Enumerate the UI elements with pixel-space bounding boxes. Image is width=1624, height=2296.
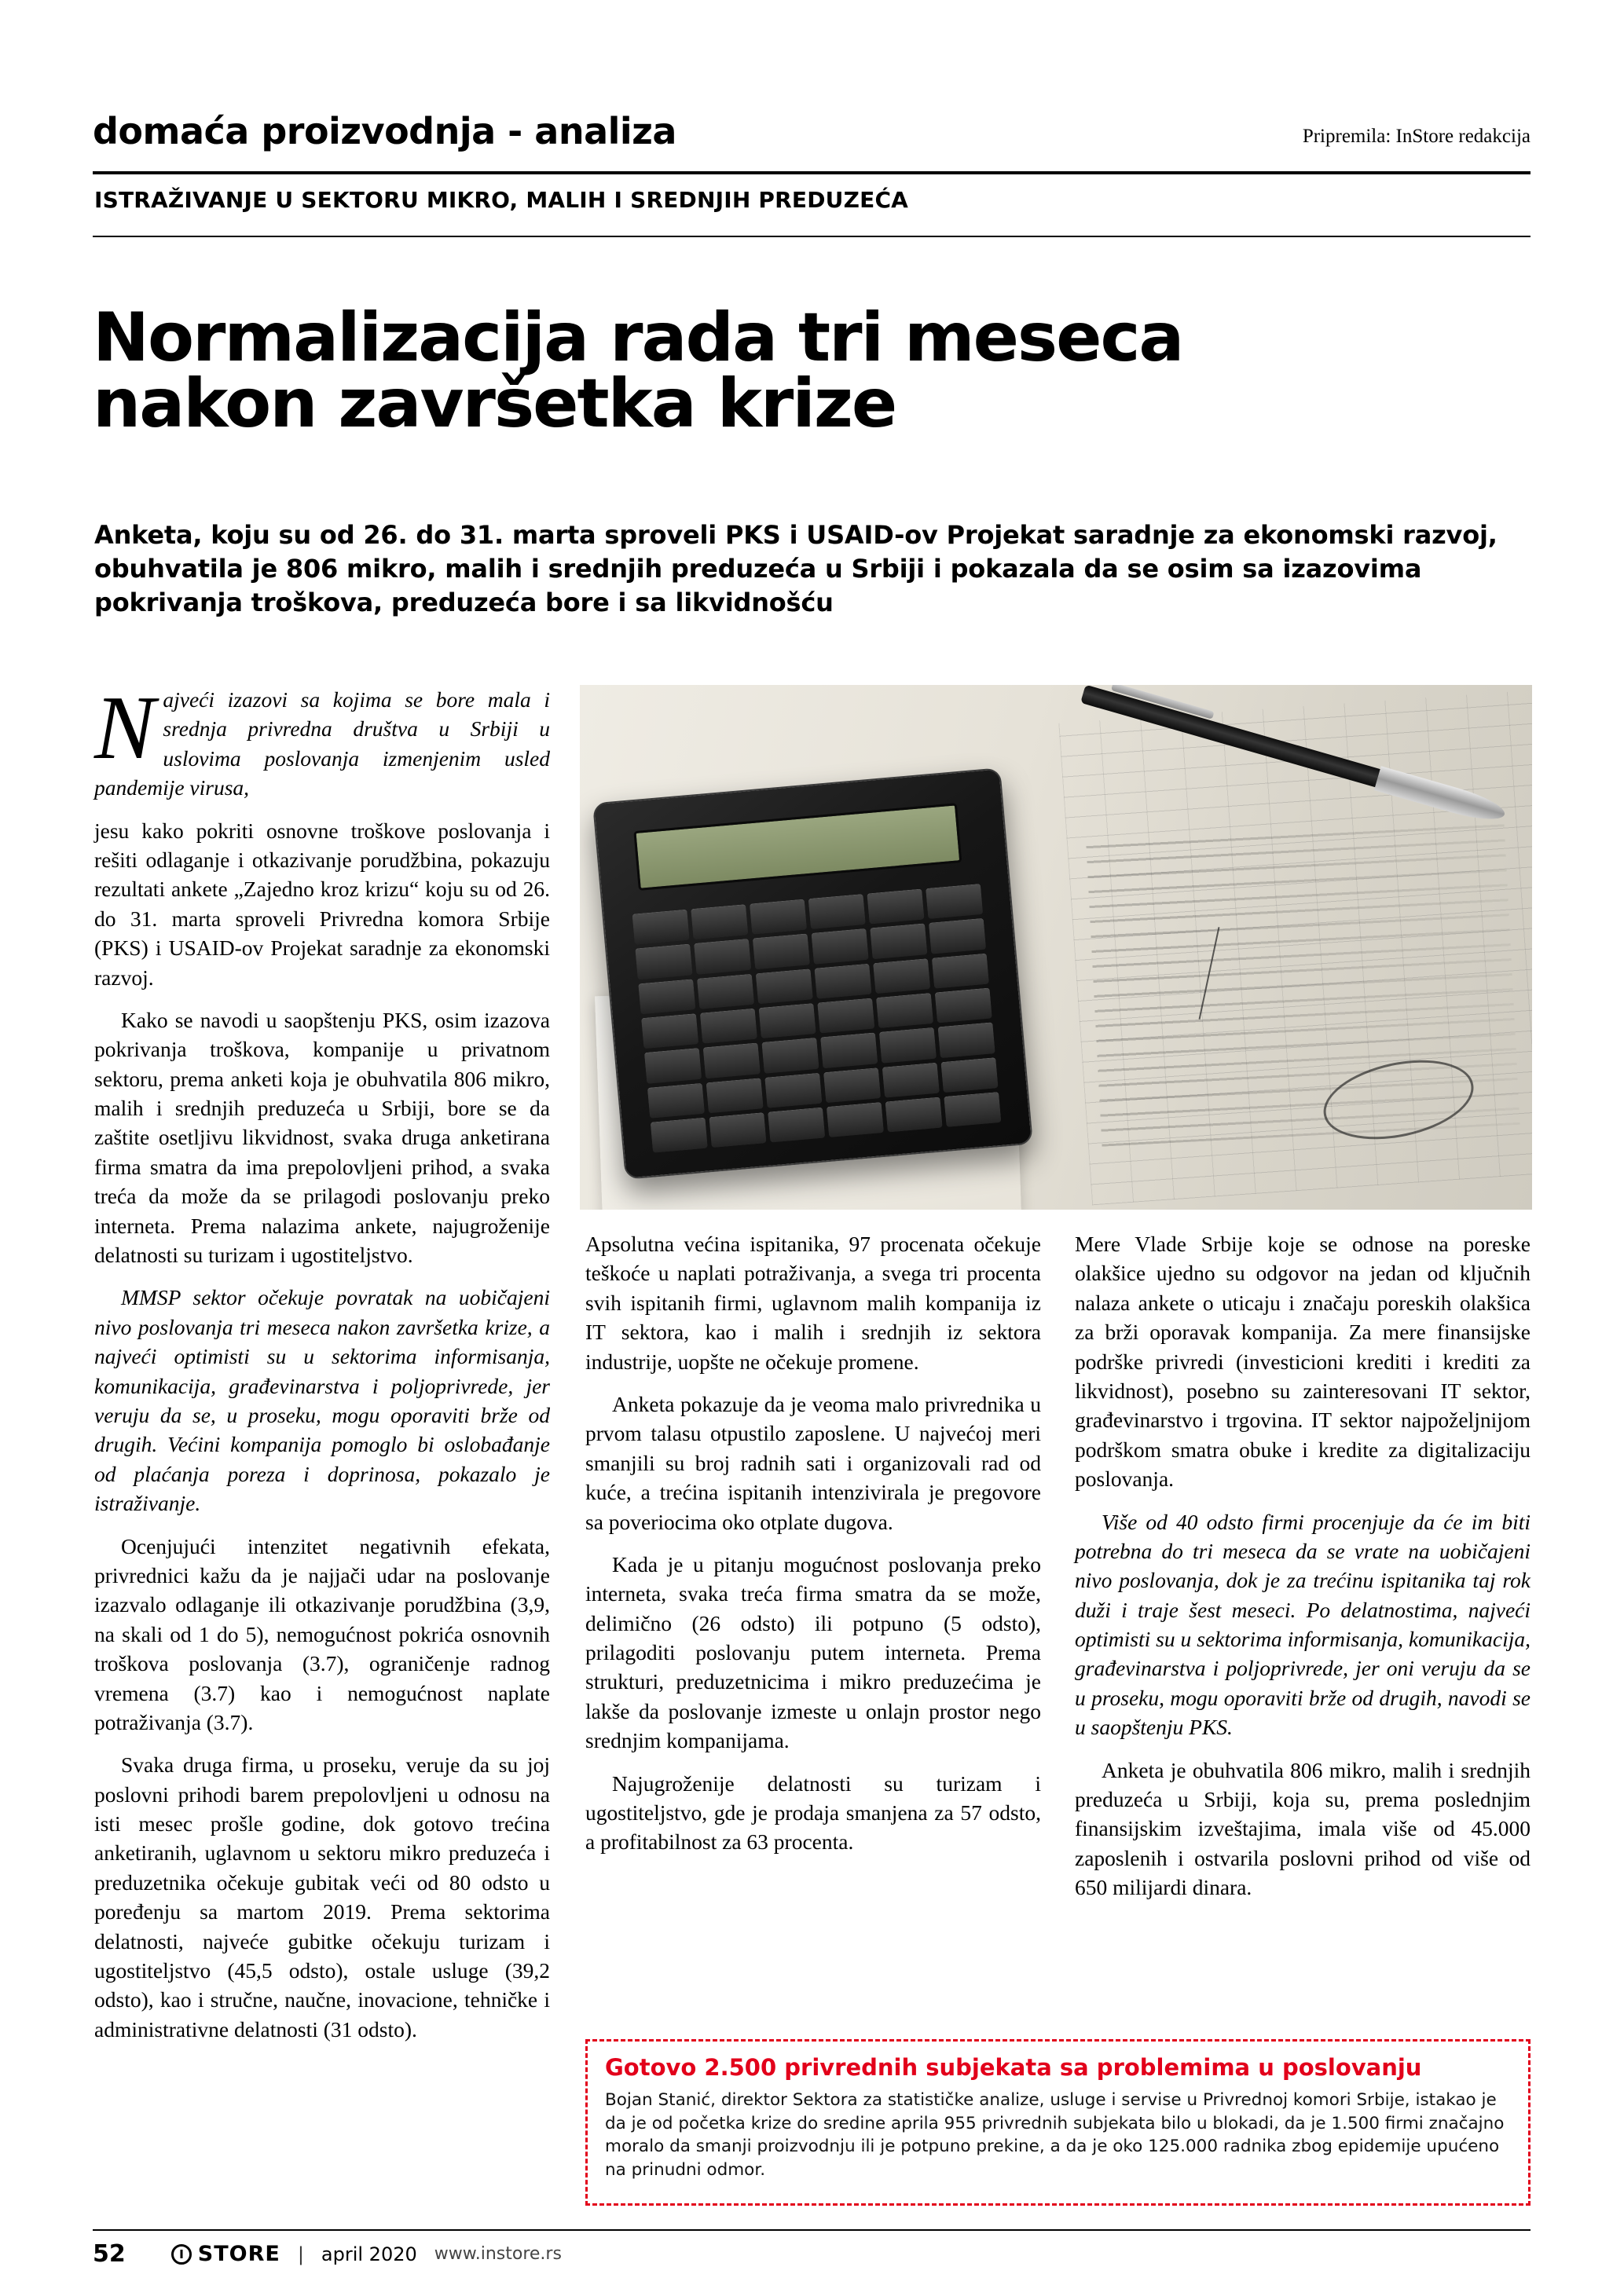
- photo-calculator: [592, 767, 1033, 1180]
- article-photo: [580, 685, 1532, 1210]
- pen-tip: [1375, 766, 1509, 826]
- callout-title: Gotovo 2.500 privrednih subjekata sa problemima u poslovanju: [605, 2054, 1422, 2081]
- footer-separator: |: [297, 2243, 304, 2265]
- paragraph: Kada je u pitanju mogućnost poslovanja preko interneta, svaka treća firma smatra da se može, delimično (26 odsto) ili potpuno (5 odsto), prilagoditi poslovanju putem interneta. Prema strukturi, preduzetnicima i mikro preduzećima je lakše da poslovanje izmeste u onlajn prostor nego srednjim kompanijama.: [585, 1551, 1041, 1753]
- paragraph: Svaka druga firma, u proseku, veruje da su joj poslovni prihodi barem prepolovljeni u odnosu na isti mesec prošle godine, dok gotovo trećina anketiranih, uglavnom u sektoru mikro preduzeća i preduzetnika očekuje gubitak veći od 80 odsto u poređenju sa martom 2019. Prema sektorima delatnosti, najveće gubitke očekuju turizam i ugostiteljstvo (45,5 odsto), ostale usluge (39,2 odsto), kao i stručne, naučne, inovacione, tehničke i administrativne delatnosti (31 odsto).: [94, 1752, 550, 2041]
- body-column-3: [1075, 1229, 1531, 1916]
- calculator-keypad: [632, 884, 1002, 1153]
- headline-line-1: Normalizacija rada tri meseca: [93, 298, 1183, 377]
- lead-paragraph: [94, 678, 550, 803]
- lead-paragraph-text: ajveći izazovi sa kojima se bore mala i srednja privredna društva u Srbiji u uslovima poslovanja izmenjenim usled pandemije virusa,: [94, 687, 550, 800]
- paragraph: Mere Vlade Srbije koje se odnose na poreske olakšice ujedno su odgovor na jedan od ključnih nalaza ankete o uticaju i značaju poreskih olakšica za brži oporavak kompanija. Za mere finansijske podrške privredi (investicioni krediti i krediti za likvidnost), posebno su zainteresovani IT sektor, građevinarstvo i trgovina. IT sektor najpoželjnijom podrškom smatra obuke i kredite za digitalizaciju poslovanja.: [1075, 1232, 1531, 1492]
- page-footer: [93, 2240, 1531, 2268]
- paragraph: jesu kako pokriti osnovne troškove poslovanja i rešiti odlaganje i otkazivanje porudžbina, pokazuju rezultati ankete „Zajedno kroz krizu“ koju su od 26. do 31. marta sproveli Privredna komora Srbije (PKS) i USAID-ov Projekat saradnje za ekonomski razvoj.: [94, 818, 550, 990]
- logo-text: STORE: [197, 2242, 280, 2266]
- paragraph: Anketa pokazuje da je veoma malo privrednika u prvom talasu otpustilo zaposlene. U najvećoj meri smanjili su broj radnih sati i organizovali rad od kuće, a trećina ispitanih intenzivirala je pregovore sa poveriocima oko otplate dugova.: [585, 1391, 1041, 1534]
- page-header: [93, 110, 1531, 152]
- callout-text: Bojan Stanić, direktor Sektora za statističke analize, usluge i servise u Privrednoj komori Srbije, istakao je da je od početka krize do sredine aprila 955 privrednih subjekata bilo u blokadi, da je 1.500 firmi značajno moralo da smanji proizvodnju ili je potpuno prekine, a da je oko 125.000 radnika zbog epidemije upućeno na prinudni odmor.: [605, 2090, 1505, 2180]
- research-label: ISTRAŽIVANJE U SEKTORU MIKRO, MALIH I SREDNJIH PREDUZEĆA: [94, 187, 909, 213]
- body-column-1: [94, 678, 550, 2057]
- section-kicker: domaća proizvodnja - analiza: [93, 110, 676, 152]
- paragraph: MMSP sektor očekuje povratak na uobičajeni nivo poslovanja tri meseca nakon završetka krize, a najveći optimisti su u sektorima informisanja, komunikacija, građevinarstva i poljoprivrede, jer veruju da se, u proseku, mogu oporaviti brže od drugih. Većini kompanija pomoglo bi oslobađanje od plaćanja poreza i doprinosa, pokazalo je istraživanje.: [94, 1285, 550, 1516]
- headline-line-2: nakon završetka krize: [93, 364, 896, 443]
- header-divider: [93, 171, 1531, 174]
- clock-icon: [171, 2244, 192, 2265]
- paragraph: Više od 40 odsto firmi procenjuje da će im biti potrebna do tri meseca da se vrate na uobičajeni nivo poslovanja, dok je za trećinu ispitanika taj rok duži i traje šest meseci. Po delatnostima, najveći optimisti su u sektorima informisanja, komunikacija, građevinarstva i poljoprivrede, jer oni veruju da se u proseku, mogu oporaviti brže od drugih, navodi se u saopštenju PKS.: [1075, 1509, 1531, 1740]
- issue-date: april 2020: [321, 2243, 417, 2265]
- instore-logo: [171, 2242, 280, 2266]
- label-divider: [93, 236, 1531, 237]
- paragraph: Najugroženije delatnosti su turizam i ugostiteljstvo, gde je prodaja smanjena za 57 odsto, a profitabilnost za 63 procenta.: [585, 1771, 1041, 1855]
- paragraph: Apsolutna većina ispitanika, 97 procenata očekuje teškoće u naplati potraživanja, a svega tri procenta svih ispitanih firmi, uglavnom malih kompanija iz IT sektora, kao i malih i srednjih iz sektora industrije, uopšte ne očekuje promene.: [585, 1232, 1041, 1374]
- footer-divider: [93, 2229, 1531, 2231]
- callout-box: [585, 2039, 1531, 2206]
- website-url[interactable]: www.instore.rs: [434, 2244, 562, 2264]
- paragraph: Anketa je obuhvatila 806 mikro, malih i srednjih preduzeća u Srbiji, koja su, prema poslednjim finansijskim izveštajima, imala više od 45.000 zaposlenih i ostvarila poslovni prihod od više od 650 milijardi dinara.: [1075, 1757, 1531, 1900]
- calculator-display: [633, 803, 962, 891]
- paragraph: Ocenjujući intenzitet negativnih efekata, privrednici kažu da je najjači udar na poslovanje izazvalo odlaganje ili otkazivanje porudžbina (3,9, na skali od 1 do 5), nemogućnost pokrića osnovnih troškova poslovanja (3.7), ograničenje radnog vremena (3.7) kao i nemogućnost naplate potraživanja (3.7).: [94, 1533, 550, 1734]
- page-title: [93, 298, 1531, 443]
- body-column-2: [585, 1229, 1041, 1870]
- drop-cap: N: [94, 678, 156, 778]
- paragraph: Kako se navodi u saopštenju PKS, osim izazova pokrivanja troškova, kompanije u privatnom sektoru, prema anketi koja je obuhvatila 806 mikro, malih i srednjih preduzeća u Srbiji, bore se da zaštite osetljivu likvidnost, svaka druga anketirana firma smatra da ima prepolovljeni prihod, a svaka treća da može da se prilagodi poslovanju preko interneta. Prema nalazima ankete, najugroženije delatnosti su turizam i ugostiteljstvo.: [94, 1007, 550, 1268]
- standfirst: Anketa, koju su od 26. do 31. marta sproveli PKS i USAID-ov Projekat saradnje za ekonomski razvoj, obuhvatila je 806 mikro, malih i srednjih preduzeća u Srbiji i pokazala da se osim sa izazovima pokrivanja troškova, preduzeća bore i sa likvidnošću: [94, 520, 1498, 618]
- page-number: 52: [93, 2240, 126, 2268]
- byline-credit: Pripremila: InStore redakcija: [1302, 126, 1531, 147]
